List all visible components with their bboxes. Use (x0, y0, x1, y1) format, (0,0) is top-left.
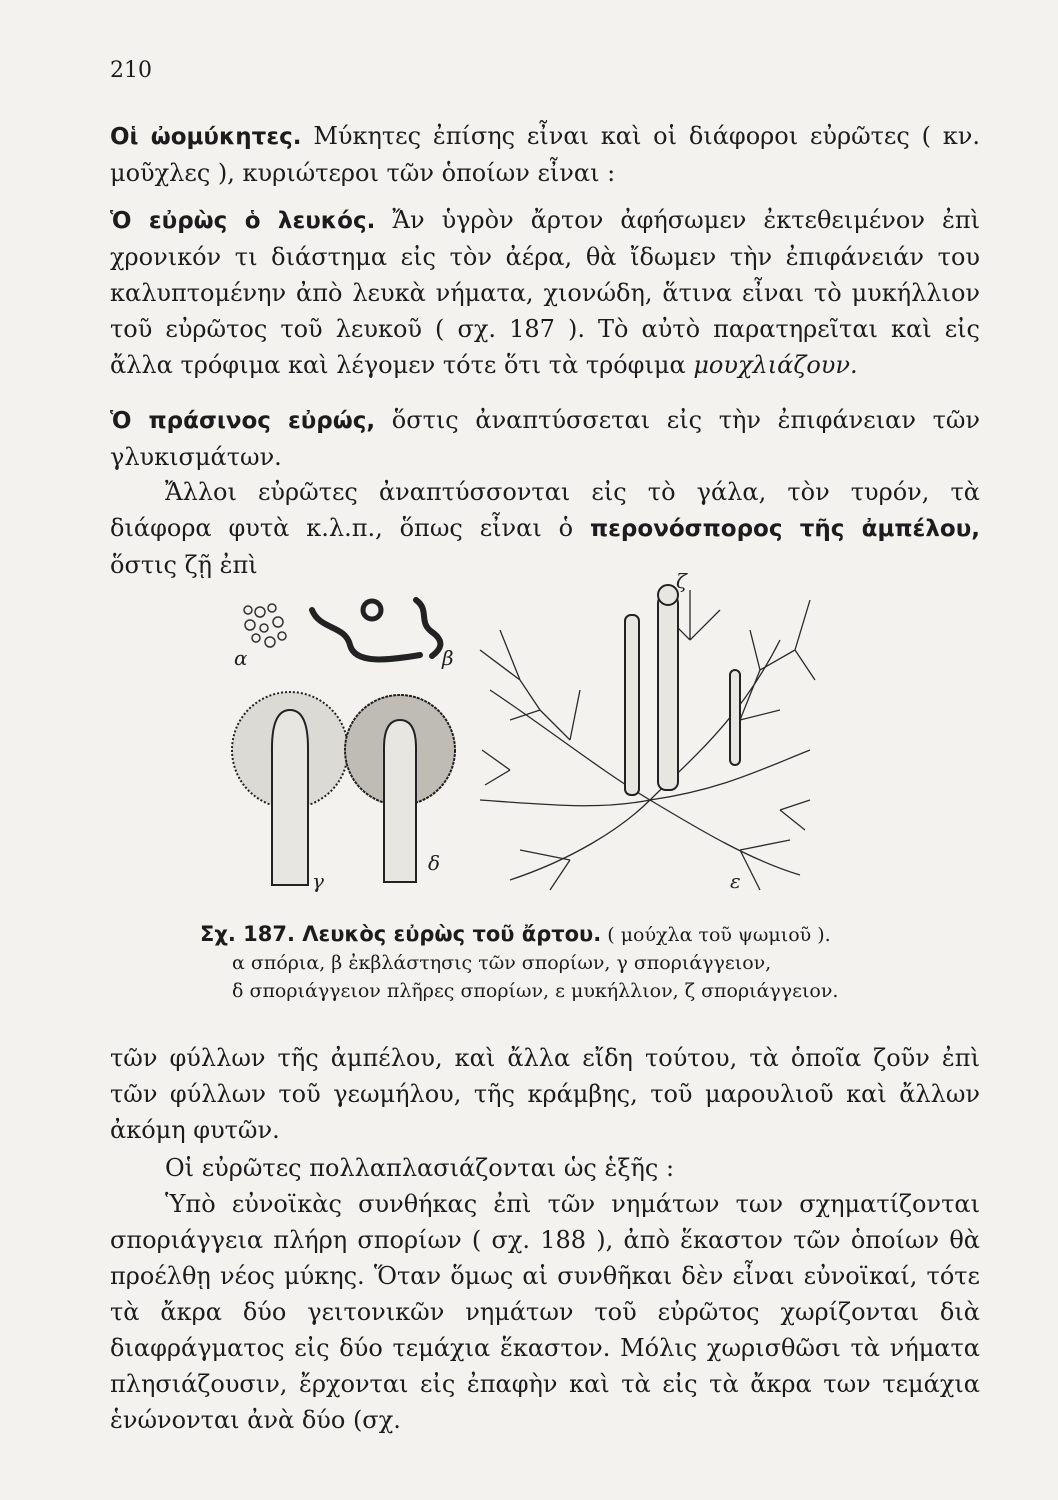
caption-subtitle: ( μούχλα τοῦ ψωμιοῦ ). (601, 924, 831, 946)
paragraph-text: ὅστις ἀναπτύσσεται εἰς τὴν ἐπιφάνειαν τῶν γλυκισμάτων. (110, 406, 980, 471)
label-beta: β (442, 646, 454, 670)
paragraph-sporangia (110, 1186, 980, 1438)
paragraph-text: Ὑπὸ εὐνοϊκὰς συνθήκας ἐπὶ τῶν νημάτων των σχηματίζονται σποριάγγεια πλήρη σπορίων ( σχ. 188 ), ἀπὸ ἕκαστον τῶν ὁποίων θὰ προέλθῃ νέος μύκης. Ὅταν ὅμως αἱ συνθῆκαι δὲν εἶναι εὐνοϊκαί, τότε τὰ ἄκρα δύο γειτονικῶν νημάτων τοῦ εὐρῶτος χωρίζονται διὰ διαφράγματος εἰς δύο τεμάχια ἕκαστον. Μόλις χωρισθῶσι τὰ νήματα πλησιάζουσιν, ἔρχονται εἰς ἐπαφὴν καὶ τὰ εἰς τὰ ἄκρα των τεμάχια ἑνώνονται ἀνὰ δύο (σχ. (110, 1190, 980, 1434)
paragraph-green-mold (110, 402, 980, 475)
sporangium-gamma (232, 692, 348, 885)
paragraph-text: Ἄν ὑγρὸν ἄρτον ἀφήσωμεν ἐκτεθειμένον ἐπὶ χρονικόν τι διάστημα εἰς τὸν ἀέρα, θὰ ἴδωμεν τὴν ἐπιφάνειάν του καλυπτομένην ἀπὸ λευκὰ νήματα, χιονώδη, ἅτινα εἶναι τὸ μυκήλλιον τοῦ εὐρῶτος τοῦ λευκοῦ ( σχ. 187 ). Τὸ αὐτὸ παρατηρεῖται καὶ εἰς ἄλλα τρόφιμα καὶ λέγομεν τότε ὅτι τὰ τρόφιμα (110, 206, 981, 379)
mold-illustration (220, 570, 980, 900)
paragraph-text: ὅστις ζῇ ἐπὶ (110, 551, 258, 579)
paragraph-vine-leaves (110, 1040, 980, 1148)
paragraph-text: Μύκητες ἐπίσης εἶναι καὶ οἱ διάφοροι εὐρῶτες ( κν. μοῦχλες ), κυριώτεροι τῶν ὁποίων εἶναι : (110, 122, 980, 187)
label-delta: δ (428, 851, 441, 875)
figure-caption (200, 920, 980, 1005)
sporangiophores (625, 585, 740, 795)
paragraph-oomycetes (110, 118, 980, 191)
figure-187 (220, 570, 980, 900)
heading-white-mold: Ὁ εὐρὼς ὁ λευκός. (110, 208, 376, 234)
spores-illustration (244, 604, 286, 647)
paragraph-other-molds (110, 474, 980, 583)
heading-green-mold: Ὁ πράσινος εὐρώς, (110, 408, 376, 434)
page-number: 210 (110, 58, 152, 83)
paragraph-reproduction (110, 1150, 980, 1186)
paragraph-text: Οἱ εὐρῶτες πολλαπλασιάζονται ὡς ἑξῆς : (165, 1154, 675, 1182)
italic-term: μουχλιάζουν. (693, 351, 858, 379)
paragraph-text: Ἄλλοι εὐρῶτες ἀναπτύσσονται εἰς τὸ γάλα, τὸν τυρόν, τὰ διάφορα φυτὰ κ.λ.π., ὅπως εἶναι ὁ (110, 478, 980, 542)
caption-line: α σπόρια, β ἐκβλάστησις τῶν σπορίων, γ σποριάγγειον, (232, 952, 772, 974)
caption-line: δ σποριάγγειον πλῆρες σπορίων, ε μυκήλλιον, ζ σποριάγγειον. (232, 980, 839, 1002)
label-gamma: γ (312, 869, 324, 893)
germination-illustration (312, 600, 440, 659)
heading-oomycetes: Οἱ ὠομύκητες. (110, 124, 302, 150)
mycelium-illustration (480, 590, 815, 890)
caption-title: Σχ. 187. Λευκὸς εὐρὼς τοῦ ἄρτου. (200, 922, 602, 946)
label-epsilon: ε (730, 869, 741, 893)
paragraph-text: τῶν φύλλων τῆς ἀμπέλου, καὶ ἄλλα εἴδη τούτου, τὰ ὁποῖα ζοῦν ἐπὶ τῶν φύλλων τοῦ γεωμήλου, τῆς κράμβης, τοῦ μαρουλιοῦ καὶ ἄλλων ἀκόμη φυτῶν. (110, 1044, 980, 1144)
bold-term-peronospora: περονόσπορος τῆς ἀμπέλου, (589, 516, 980, 542)
label-alpha: α (234, 646, 248, 670)
label-zeta: ζ (676, 570, 687, 593)
paragraph-white-mold (110, 202, 980, 383)
